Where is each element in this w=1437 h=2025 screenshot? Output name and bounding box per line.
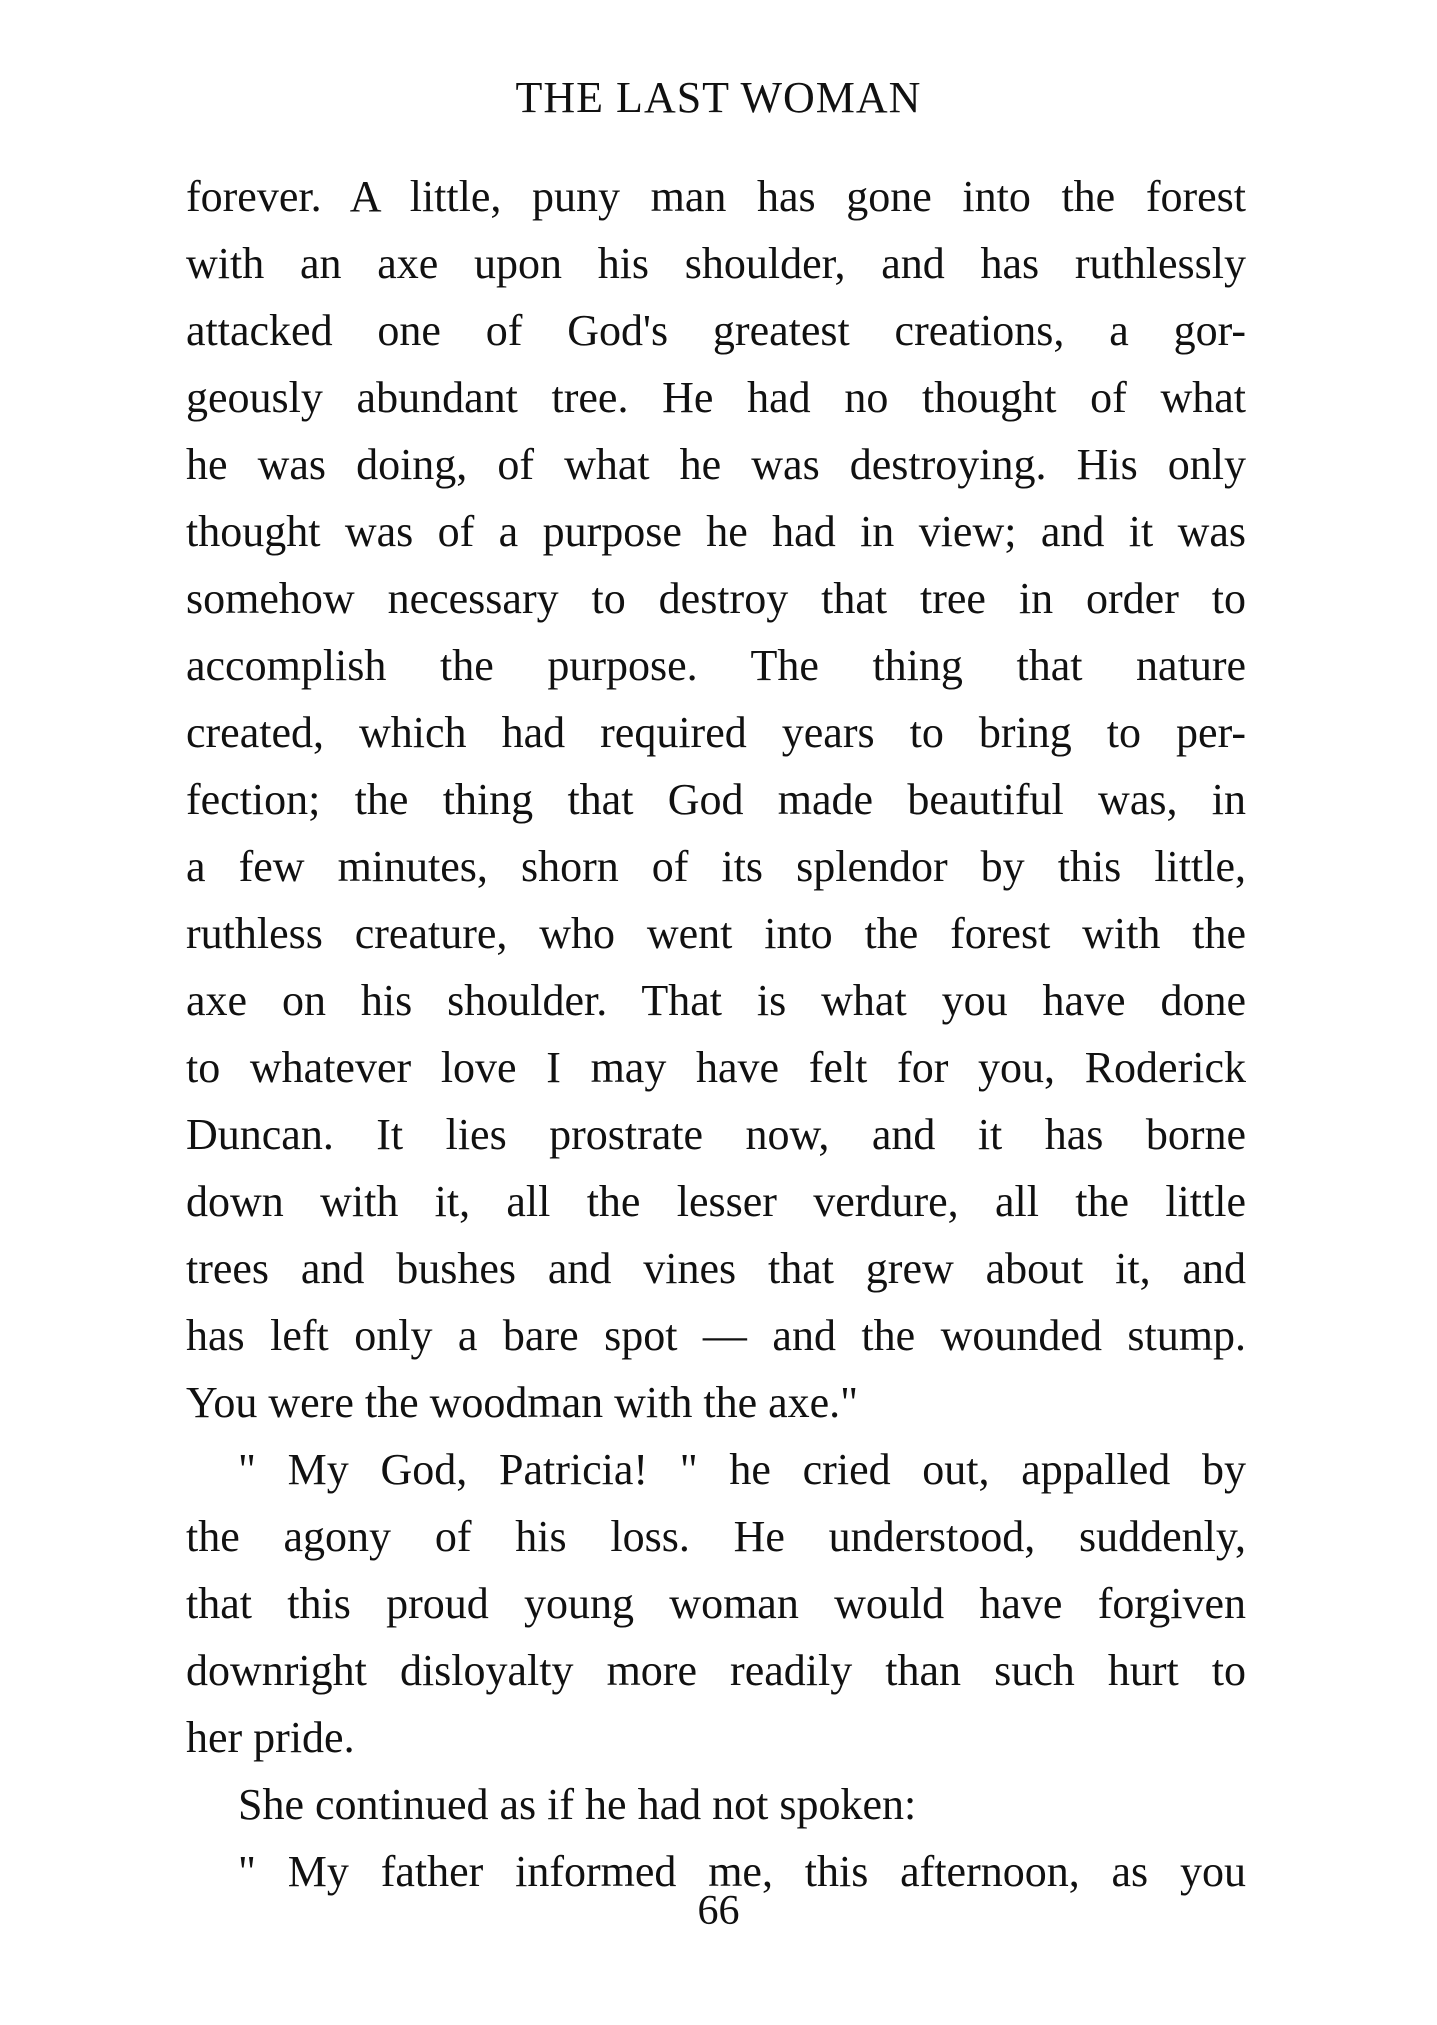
text-line: Duncan. It lies prostrate now, and it has borne: [186, 1110, 1246, 1159]
running-head: THE LAST WOMAN: [515, 73, 922, 122]
body-text: [186, 163, 1246, 1905]
page-number: 66: [697, 1888, 740, 1934]
text-line: to whatever love I may have felt for you, Roderick: [186, 1043, 1246, 1092]
text-line: axe on his shoulder. That is what you have done: [186, 976, 1246, 1025]
text-line: geously abundant tree. He had no thought of what: [186, 373, 1246, 422]
text-line: somehow necessary to destroy that tree in order to: [186, 574, 1246, 623]
text-line: You were the woodman with the axe.": [186, 1378, 859, 1427]
text-line: downright disloyalty more readily than such hurt to: [186, 1646, 1246, 1695]
text-line: She continued as if he had not spoken:: [238, 1780, 917, 1829]
text-line: trees and bushes and vines that grew about it, and: [186, 1244, 1246, 1293]
text-line: the agony of his loss. He understood, suddenly,: [186, 1512, 1246, 1561]
text-line: a few minutes, shorn of its splendor by this little,: [186, 842, 1246, 891]
text-line: that this proud young woman would have forgiven: [186, 1579, 1246, 1628]
text-line: thought was of a purpose he had in view; and it was: [186, 507, 1246, 556]
text-line: accomplish the purpose. The thing that nature: [186, 641, 1246, 690]
text-line: fection; the thing that God made beautiful was, in: [186, 775, 1246, 824]
text-line: has left only a bare spot — and the wounded stump.: [186, 1311, 1246, 1360]
text-line: with an axe upon his shoulder, and has ruthlessly: [186, 239, 1246, 288]
text-line: " My God, Patricia! " he cried out, appalled by: [238, 1445, 1246, 1494]
text-line: he was doing, of what he was destroying. His only: [186, 440, 1246, 489]
text-line: created, which had required years to bring to per-: [186, 708, 1246, 757]
text-line: her pride.: [186, 1713, 355, 1762]
text-line: " My father informed me, this afternoon, as you: [238, 1847, 1246, 1896]
text-line: forever. A little, puny man has gone into the forest: [186, 172, 1246, 221]
text-line: attacked one of God's greatest creations, a gor-: [186, 306, 1246, 355]
text-line: ruthless creature, who went into the forest with the: [186, 909, 1246, 958]
text-line: down with it, all the lesser verdure, all the little: [186, 1177, 1246, 1226]
